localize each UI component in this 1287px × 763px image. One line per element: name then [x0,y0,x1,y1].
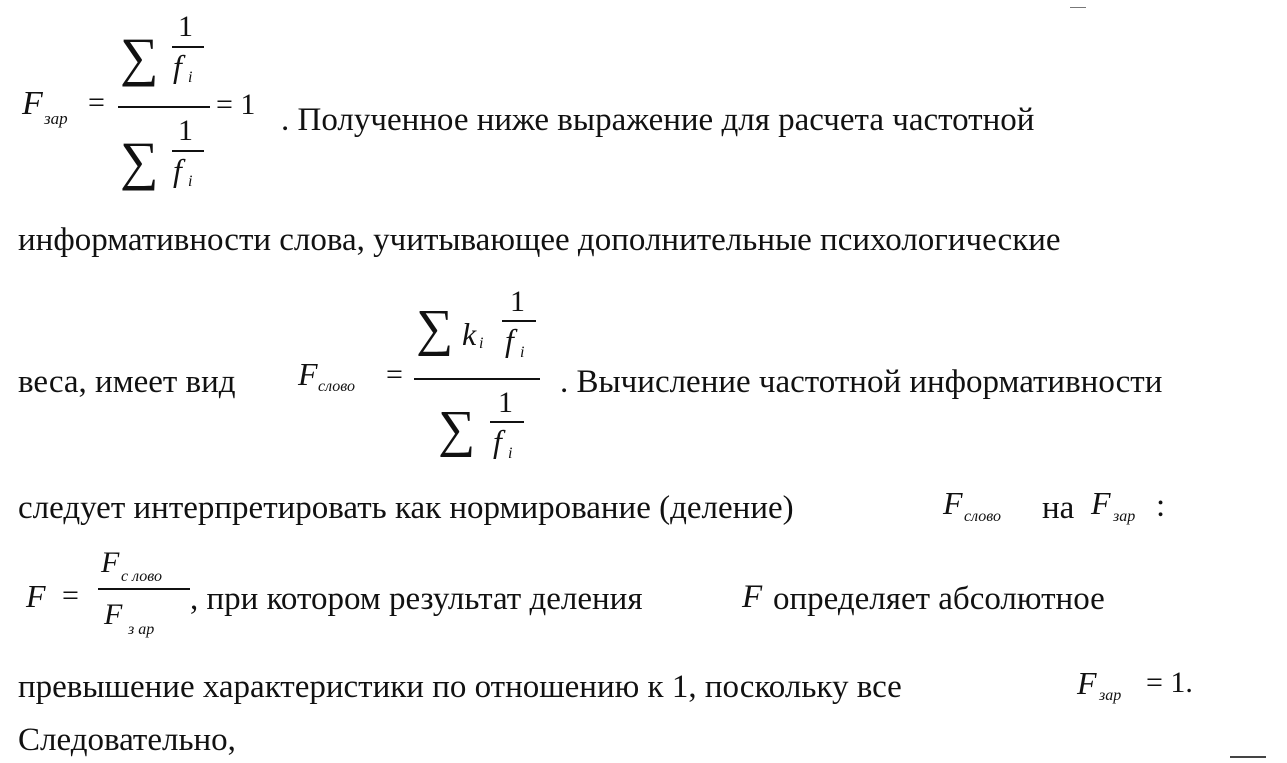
formula-subscript: i [188,69,193,86]
fraction-bar [414,378,540,380]
sum-symbol: ∑ [416,300,454,357]
formula-symbol-f: f [493,423,502,459]
paragraph-line-7: Следовательно, [18,722,236,758]
formula-equals-one: = 1 [216,88,256,121]
paragraph-line-5-end: определяет абсолютное [773,581,1105,617]
scan-speck [1230,756,1266,758]
inline-symbol-F: F [742,579,763,615]
inline-equals-one: = 1. [1146,666,1193,699]
formula-subscript: i [479,335,484,352]
formula-symbol-k: k [462,316,477,352]
paragraph-line-4-mid: на [1042,490,1075,526]
formula-subscript: i [520,344,525,361]
formula-equals: = [88,86,105,119]
formula-symbol-f: f [173,152,182,188]
inline-subscript: слово [964,508,1002,525]
formula-subscript: с лово [121,568,163,585]
formula-symbol-f: f [173,48,182,84]
formula-digit: 1 [178,114,193,147]
formula-subscript: i [508,445,513,462]
inline-subscript: зар [1099,687,1122,704]
formula-subscript: i [188,173,193,190]
sum-symbol: ∑ [438,401,476,458]
formula-equals: = [386,358,403,391]
formula-subscript: з ар [128,621,155,638]
formula-digit: 1 [178,10,193,43]
paragraph-line-4-start: следует интерпретировать как нормирование (деление) [18,490,794,526]
sum-symbol: ∑ [120,27,159,87]
inline-subscript: зар [1113,508,1136,525]
formula-subscript: слово [318,378,356,395]
formula-symbol-F: F [101,546,120,579]
formula-equals: = [62,579,79,612]
formula-symbol-F: F [298,356,318,392]
formula-symbol-F: F [22,85,43,122]
fraction-bar [98,588,190,590]
paragraph-line-3-start: веса, имеет вид [18,364,236,400]
paragraph-line-1: . Полученное ниже выражение для расчета частотной [281,102,1035,138]
formula-symbol-f: f [505,322,514,358]
inline-symbol-F: F [1077,665,1097,701]
paragraph-line-6: превышение характеристики по отношению к 1, поскольку все [18,669,902,705]
formula-symbol-F: F [26,578,46,614]
paragraph-line-5-start: , при котором результат деления [190,581,643,617]
inline-symbol-F: F [943,485,963,521]
inline-symbol-F: F [1091,485,1111,521]
formula-digit: 1 [498,386,513,419]
scan-speck [1070,7,1086,8]
formula-subscript: зар [44,109,68,128]
paragraph-line-2: информативности слова, учитывающее дополнительные психологические [18,222,1061,258]
paragraph-line-4-end: : [1156,488,1166,524]
paragraph-line-3-end: . Вычисление частотной информативности [560,364,1163,400]
fraction-bar [118,106,210,108]
formula-symbol-F: F [104,598,123,631]
sum-symbol: ∑ [120,131,159,191]
formula-digit: 1 [510,285,525,318]
